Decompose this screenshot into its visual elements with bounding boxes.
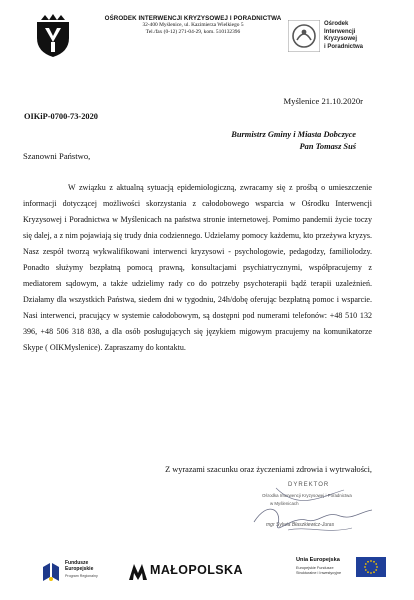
organization-logo-icon [288,20,320,52]
fe-title-line: Europejskie [65,566,94,572]
stamp-name: mgr Sylwia Błaszkiewicz-Juras [266,522,335,528]
letterhead-text [78,15,308,36]
stamp-line: w Myślenicach [270,501,299,506]
letter-body [23,180,372,357]
director-stamp [248,480,378,542]
reference-number: OIKiP-0700-73-2020 [24,112,98,121]
organization-brand [324,21,363,51]
organization-phone: Tel./fax (0-12) 271-04-29, kom. 510132396 [145,29,241,35]
brand-line: Interwencji [324,28,356,35]
recipient-title: Burmistrz Gminy i Miasta Dobczyce [231,130,356,139]
handwritten-signature-icon [248,480,378,542]
footer-logos [0,545,414,600]
coat-of-arms-icon [33,14,73,58]
malopolska-wordmark: MAŁOPOLSKA [150,563,243,577]
organization-name: OŚRODEK INTERWENCJI KRYZYSOWEJ I PORADNICTWA [104,15,282,22]
fe-title-line: Fundusze [65,560,89,566]
eu-flag-icon [356,557,386,577]
unia-europejska-subtitle: Europejskie Fundusze Strukturalne i Inwestycyjne [296,566,342,575]
recipient-block [231,129,356,153]
unia-europejska-title: Unia Europejska [296,557,340,563]
stamp-line: Ośrodka Interwencji Kryzysowej i Poradnictwa [262,493,352,498]
brand-line: Kryzysowej [324,36,358,43]
letterhead [0,0,414,72]
malopolska-logo [128,559,243,583]
fundusze-europejskie-subtitle: Program Regionalny [65,574,98,578]
malopolska-icon [128,561,148,581]
body-paragraph: W związku z aktualną sytuacją epidemiologiczną, zwracamy się z prośbą o umieszczenie informacji dotyczącej możliwości skorzystania z całodobowego wsparcia w Ośrodku Interwencji Kryzysowej i Poradnictwa w Myślenicach na państwa stronie internetowej. Pomimo pandemii życie toczy się dalej, a z nim pojawiają się trudy dnia codziennego. Udzielamy pomocy każdemu, kto przeżywa kryzys. Nasz zespół tworzą wykwalifikowani interwenci kryzysowi - psychologowie, pedagodzy, familiolodzy. Ponadto służymy bezpłatną pomocą prawną, konsultacjami psychiatrycznymi, współpracujemy z mediatorem sądowym, a także udzielimy rady co do potrzeby psychoterapii bądź terapii uzależnień. Działamy dla wszystkich Państwa, siedem dni w tygodniu, 24h/dobę oferując bezpłatną pomoc i wsparcie. Nasi interwenci, pracujący w systemie całodobowym, są dostępni pod numerami telefonów: +48 510 132 396, +48 506 318 838, a dla osób posługujących się językiem migowym pracujemy na komunikatorze Skype ( OIKMyslenice). Zapraszamy do kontaktu. [23,183,372,353]
fundusze-europejskie-title [65,560,93,572]
fundusze-europejskie-logo [41,559,105,587]
stamp-title: DYREKTOR [288,482,330,488]
organization-address: 32-400 Myślenice, ul. Kazimierza Wielkiego 5 [142,22,244,28]
salutation: Szanowni Państwo, [23,151,91,161]
unia-europejska-logo [296,557,386,587]
fundusze-europejskie-icon [41,561,61,583]
recipient-name: Pan Tomasz Suś [299,142,356,151]
brand-line: Ośrodek [324,21,349,27]
closing-line: Z wyrazami szacunku oraz życzeniami zdrowia i wytrwałości, [165,465,372,474]
brand-line: i Poradnictwa [324,43,364,50]
letter-date: Myślenice 21.10.2020r [283,96,363,106]
